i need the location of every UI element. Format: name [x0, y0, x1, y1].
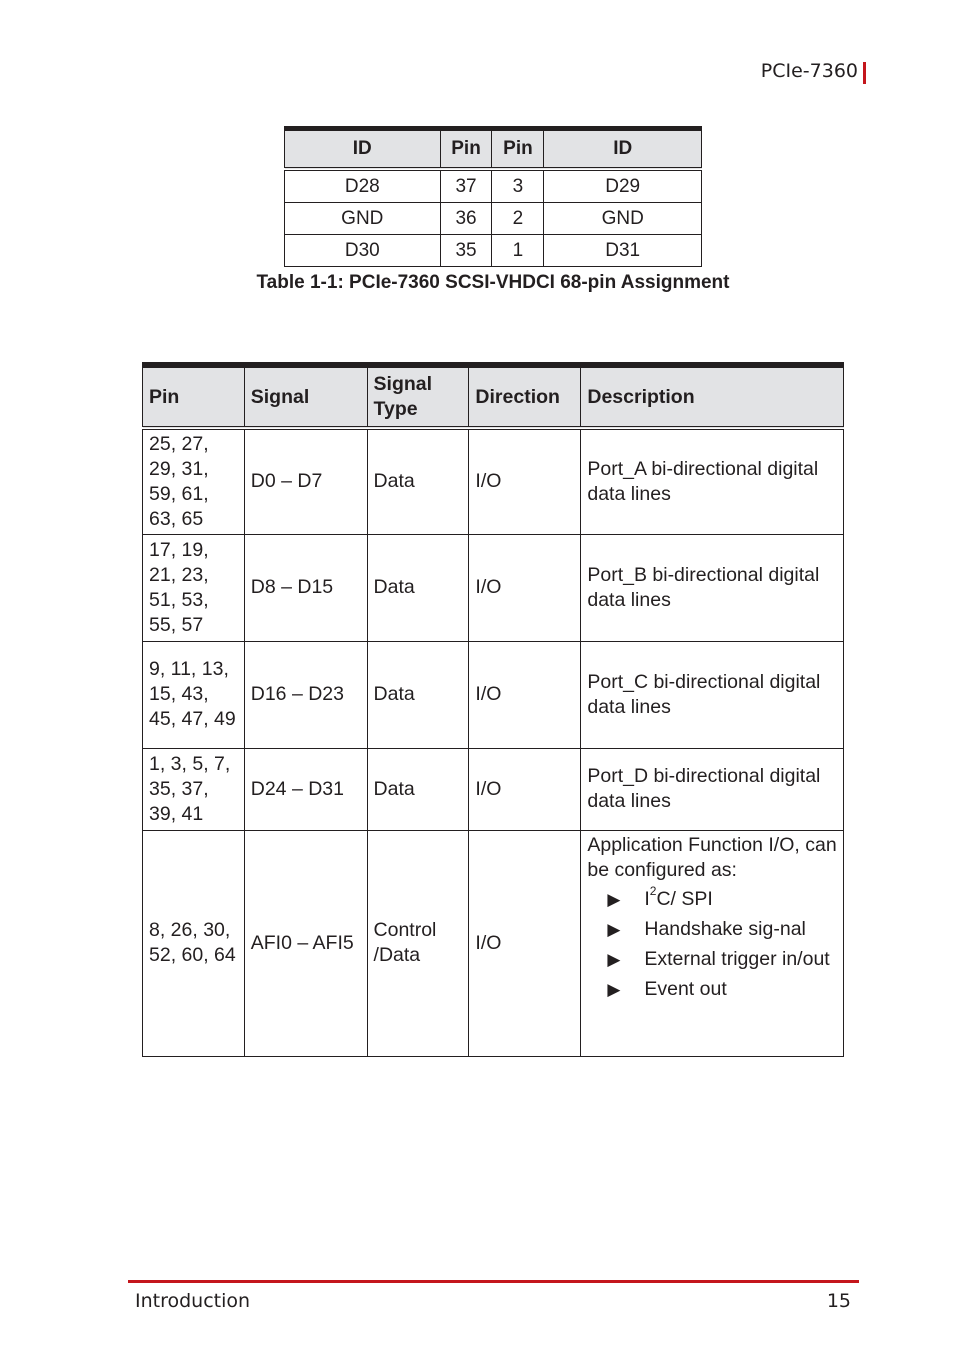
page-number: 15 [826, 1290, 851, 1312]
table-row [143, 641, 844, 748]
table-cell: 36 [440, 203, 492, 235]
table-row [143, 534, 844, 641]
pin-assignment-table-continued [284, 126, 702, 267]
table-cell: D30 [285, 235, 441, 267]
table-row [143, 748, 844, 830]
table-row [285, 235, 702, 267]
table-row [143, 830, 844, 1056]
signal-type-cell: Data [367, 534, 469, 641]
footer-section-name: Introduction [135, 1290, 251, 1312]
direction-cell: I/O [469, 830, 581, 1056]
list-item [587, 884, 837, 912]
afi-function-list [587, 884, 837, 1002]
table-cell: 37 [440, 169, 492, 203]
pin-cell: 9, 11, 13, 15, 43, 45, 47, 49 [143, 641, 245, 748]
description-cell [581, 830, 844, 1056]
table-cell: 2 [492, 203, 544, 235]
list-item-text: External trigger in/out [644, 947, 830, 970]
signal-cell: D0 – D7 [244, 428, 367, 534]
table-cell: D29 [544, 169, 702, 203]
list-item-text: Handshake sig-nal [644, 917, 806, 940]
column-header-signal: Signal [244, 365, 367, 428]
column-header-description: Description [581, 365, 844, 428]
table-cell: 3 [492, 169, 544, 203]
triangle-right-icon: ▶ [607, 979, 621, 999]
signal-description-table [142, 362, 844, 1057]
table-cell: D28 [285, 169, 441, 203]
table-header-row [285, 129, 702, 170]
signal-cell: AFI0 – AFI5 [244, 830, 367, 1056]
header-accent-bar [863, 62, 866, 84]
header-product-name: PCIe-7360 [760, 60, 858, 82]
table-cell: D31 [544, 235, 702, 267]
column-header: Pin [440, 129, 492, 170]
column-header-direction: Direction [469, 365, 581, 428]
list-item [587, 947, 837, 972]
signal-cell: D16 – D23 [244, 641, 367, 748]
signal-cell: D8 – D15 [244, 534, 367, 641]
footer-rule [128, 1280, 859, 1283]
signal-type-cell: Control /Data [367, 830, 469, 1056]
direction-cell: I/O [469, 748, 581, 830]
pin-cell: 8, 26, 30, 52, 60, 64 [143, 830, 245, 1056]
table-cell: GND [544, 203, 702, 235]
table-cell: 35 [440, 235, 492, 267]
description-cell: Port_B bi-directional digital data lines [581, 534, 844, 641]
list-item [587, 917, 837, 942]
triangle-right-icon: ▶ [607, 889, 621, 909]
column-header: ID [544, 129, 702, 170]
i2c-label-prefix: I [644, 887, 650, 910]
pin-cell: 25, 27, 29, 31, 59, 61, 63, 65 [143, 428, 245, 534]
table-row [143, 428, 844, 534]
table-caption: Table 1-1: PCIe-7360 SCSI-VHDCI 68-pin Assignment [256, 272, 730, 293]
i2c-label-suffix: C/ SPI [656, 887, 713, 910]
table-cell: GND [285, 203, 441, 235]
afi-description-text: Application Function I/O, can be configured as: [587, 833, 837, 881]
column-header-pin: Pin [143, 365, 245, 428]
signal-cell: D24 – D31 [244, 748, 367, 830]
description-cell: Port_D bi-directional digital data lines [581, 748, 844, 830]
table-row [285, 169, 702, 203]
direction-cell: I/O [469, 534, 581, 641]
direction-cell: I/O [469, 641, 581, 748]
signal-type-cell: Data [367, 428, 469, 534]
description-cell: Port_A bi-directional digital data lines [581, 428, 844, 534]
column-header: Pin [492, 129, 544, 170]
column-header-signal-type: Signal Type [367, 365, 469, 428]
list-item-text: Event out [644, 977, 727, 1000]
signal-type-cell: Data [367, 641, 469, 748]
table-cell: 1 [492, 235, 544, 267]
column-header: ID [285, 129, 441, 170]
triangle-right-icon: ▶ [607, 949, 621, 969]
list-item [587, 977, 837, 1002]
table-header-row [143, 365, 844, 428]
i2c-superscript: 2 [649, 884, 657, 898]
direction-cell: I/O [469, 428, 581, 534]
table-row [285, 203, 702, 235]
pin-cell: 17, 19, 21, 23, 51, 53, 55, 57 [143, 534, 245, 641]
pin-cell: 1, 3, 5, 7, 35, 37, 39, 41 [143, 748, 245, 830]
triangle-right-icon: ▶ [607, 919, 621, 939]
description-cell: Port_C bi-directional digital data lines [581, 641, 844, 748]
signal-type-cell: Data [367, 748, 469, 830]
